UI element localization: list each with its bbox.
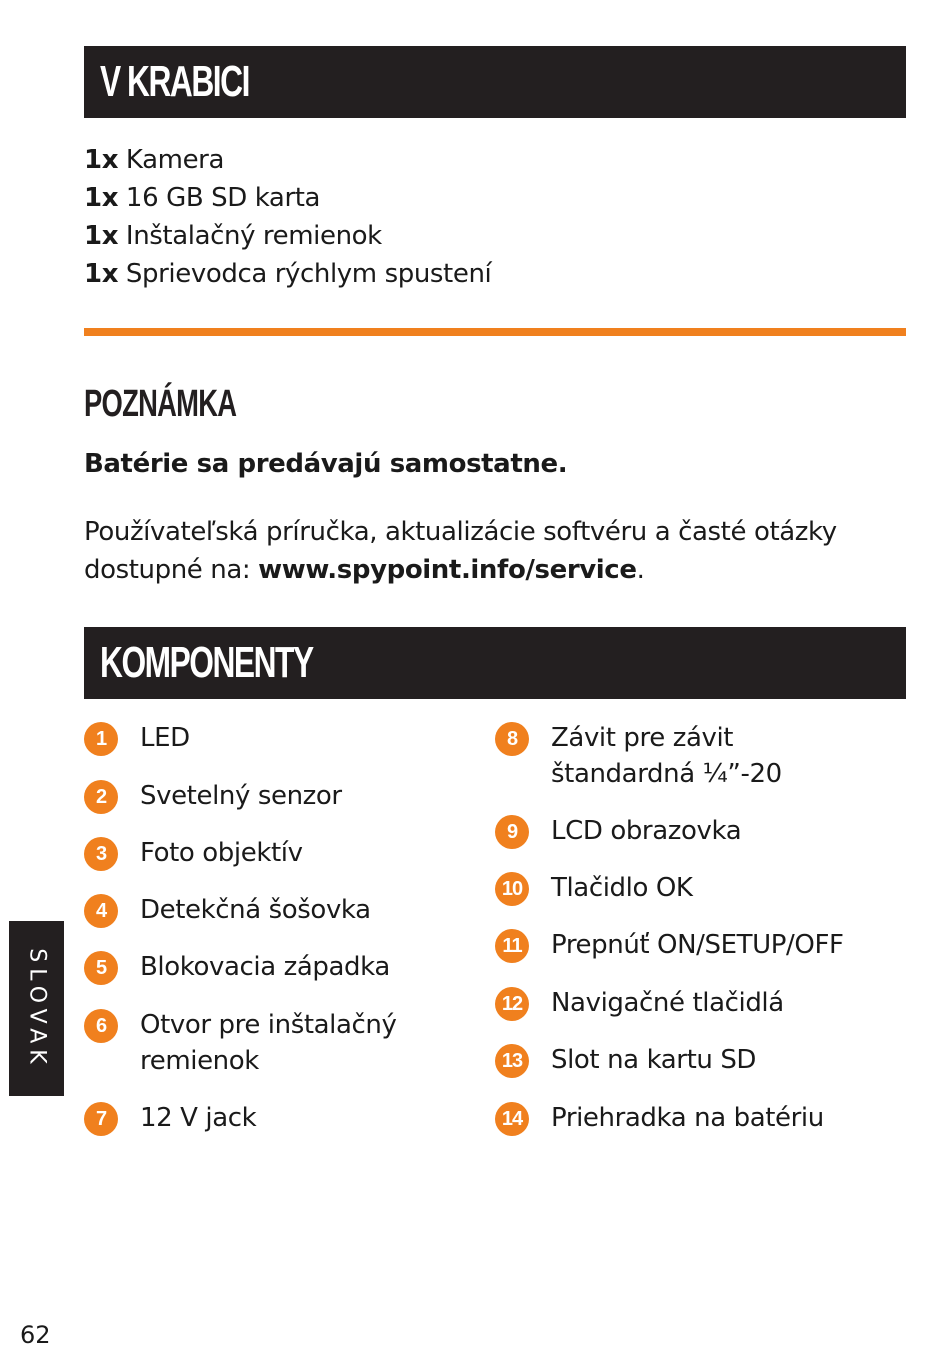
in-box-list [84,141,491,293]
number-badge: 1 [84,722,118,756]
section-divider [84,328,906,336]
item-quantity: 1x [84,259,119,289]
service-url: www.spypoint.info/service [258,555,637,585]
note-text-end: . [636,555,645,585]
item-quantity: 1x [84,221,119,251]
item-name: Inštalačný remienok [118,221,382,251]
number-badge: 8 [495,722,529,756]
list-item [84,255,491,293]
language-side-tab [9,921,64,1096]
number-badge: 6 [84,1009,118,1043]
number-badge: 13 [495,1044,529,1078]
number-badge: 4 [84,894,118,928]
component-label: LCD obrazovka [551,816,742,846]
component-label: Svetelný senzor [140,781,342,811]
note-batteries: Batérie sa predávajú samostatne. [84,449,568,479]
number-badge: 2 [84,780,118,814]
component-label-line: Závit pre závit [551,723,734,753]
item-name: Sprievodca rýchlym spustení [118,259,492,289]
section-title-in-box: V KRABICI [100,57,249,106]
list-item [84,141,491,179]
number-badge: 5 [84,951,118,985]
number-badge: 7 [84,1102,118,1136]
component-label: Blokovacia západka [140,952,390,982]
component-label: Slot na kartu SD [551,1045,757,1075]
item-name: 16 GB SD karta [118,183,321,213]
component-label [140,1007,396,1079]
component-label: 12 V jack [140,1103,257,1133]
component-label: Foto objektív [140,838,303,868]
item-quantity: 1x [84,183,119,213]
language-label: SLOVAK [24,947,49,1070]
component-label: Priehradka na batériu [551,1103,824,1133]
component-label: Detekčná šošovka [140,895,371,925]
note-text-body: Používateľská príručka, aktualizácie softvéru a časté otázky dostupné na: [84,517,837,585]
component-label: Prepnúť ON/SETUP/OFF [551,930,844,960]
component-label: Tlačidlo OK [551,873,693,903]
component-label [551,720,782,792]
item-quantity: 1x [84,145,119,175]
component-label: Navigačné tlačidlá [551,988,784,1018]
section-title-components: KOMPONENTY [100,638,313,687]
section-header-in-box [84,46,906,118]
page-number: 62 [20,1321,51,1349]
section-header-components [84,627,906,699]
component-label-line: štandardná ¼”-20 [551,759,782,789]
number-badge: 12 [495,987,529,1021]
list-item [84,217,491,255]
note-title: POZNÁMKA [84,383,237,425]
number-badge: 9 [495,815,529,849]
number-badge: 3 [84,837,118,871]
component-label-line: Otvor pre inštalačný [140,1010,397,1040]
note-text [84,513,864,589]
number-badge: 10 [495,872,529,906]
number-badge: 14 [495,1102,529,1136]
component-label-line: remienok [140,1046,259,1076]
number-badge: 11 [495,929,529,963]
list-item [84,179,491,217]
component-label: LED [140,723,190,753]
item-name: Kamera [118,145,224,175]
